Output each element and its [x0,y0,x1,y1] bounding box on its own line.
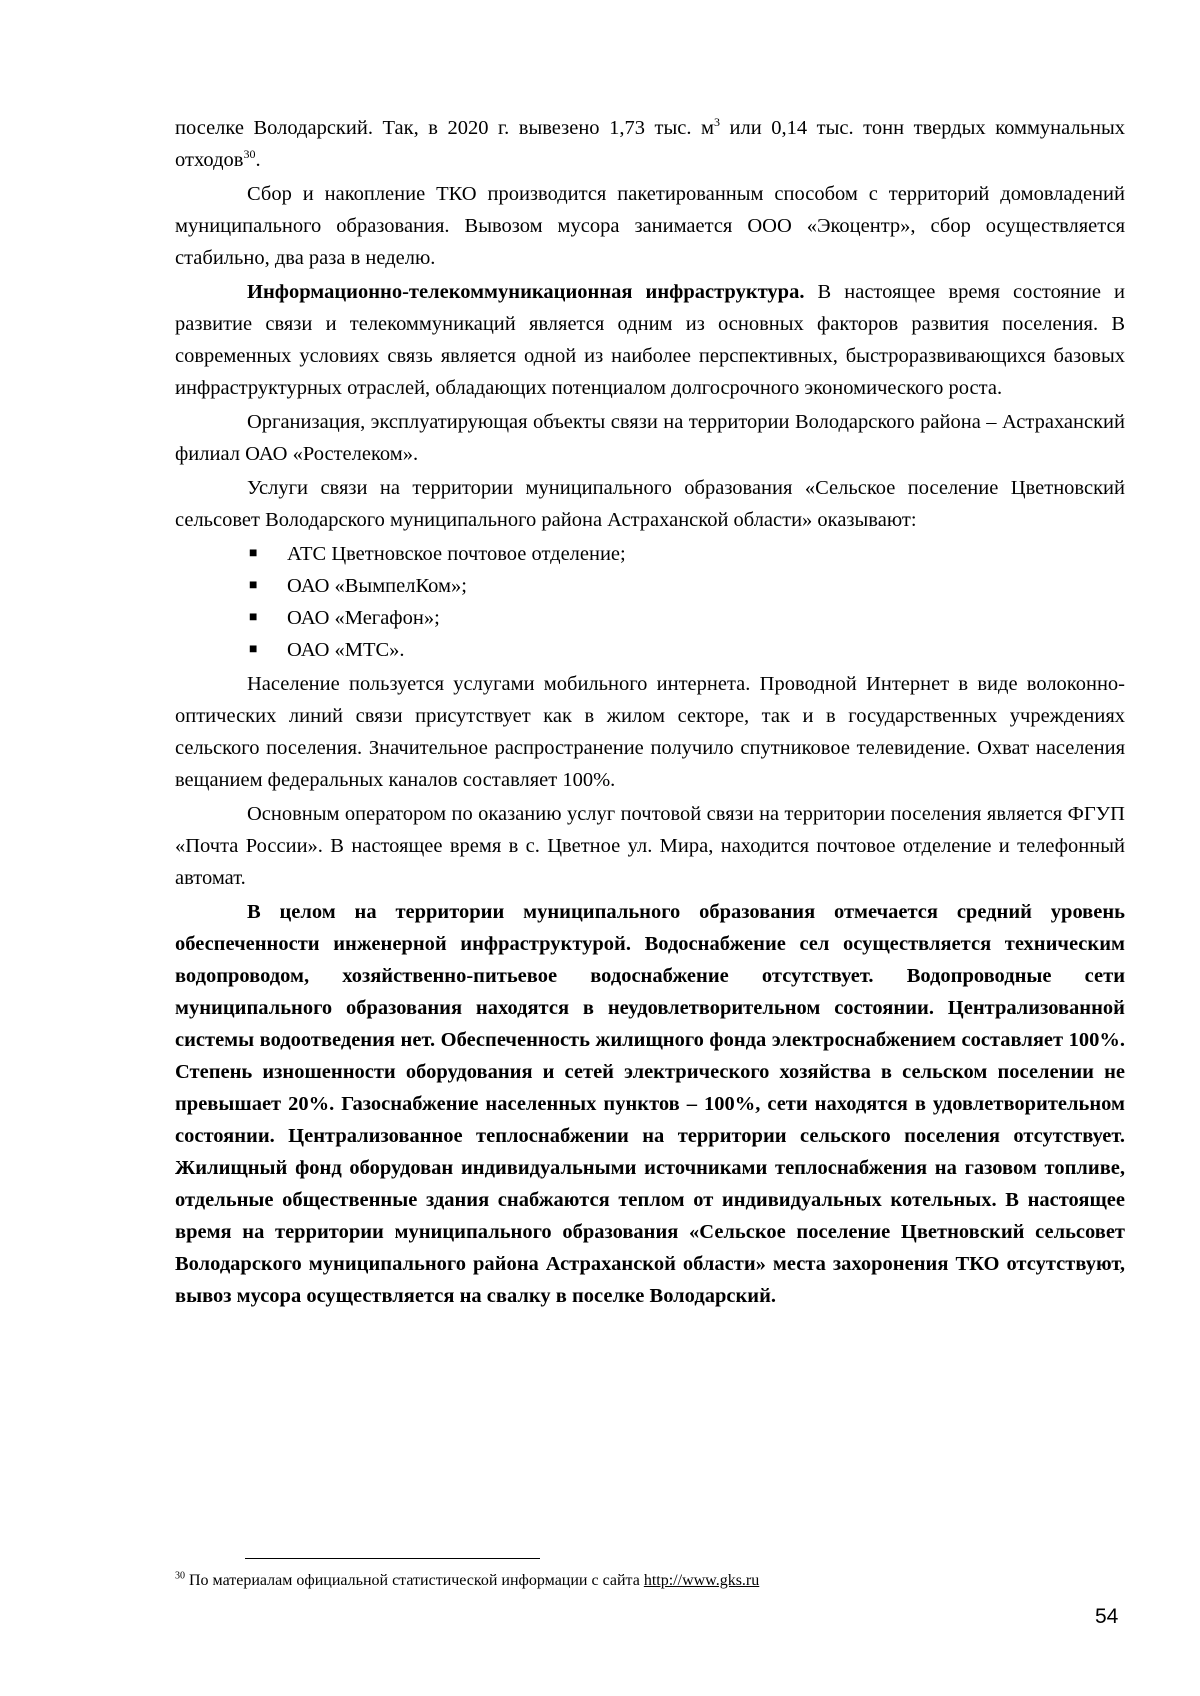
footnote-link[interactable]: http://www.gks.ru [643,1572,760,1589]
paragraph-services: Услуги связи на территории муниципального образования «Сельское поселение Цветновский сельсовет Володарского муниципального района Астраханской области» оказывают: [175,477,1125,531]
list-item: ■ ОАО «ВымпелКом»; [175,570,1125,602]
footnote-number: 30 [175,1570,185,1582]
section-heading-telecom: Информационно-телекоммуникационная инфраструктура. [247,281,805,303]
list-item: ■ АТС Цветновское почтовое отделение; [175,538,1125,570]
paragraph-operator: Организация, эксплуатирующая объекты связи на территории Володарского района – Астраханский филиал ОАО «Ростелеком». [175,411,1125,465]
bullet-icon: ■ [249,546,258,561]
paragraph-waste-volume: поселке Володарский. Так, в 2020 г. вывезено 1,73 тыс. $м^3$ или 0,14 тыс. тонн твердых коммунальных отходов$^{30}$. [175,115,1125,171]
list-item: ■ ОАО «МТС». [175,634,1125,666]
provider-list [175,538,1125,666]
footnote-reference[interactable]: 30 [243,147,256,162]
bullet-icon: ■ [249,578,258,593]
paragraph-postal: Основным оператором по оказанию услуг почтовой связи на территории поселения является ФГУП «Почта России». В настоящее время в с. Цветное ул. Мира, находится почтовое отделение и телефонный автомат. [175,803,1125,889]
bullet-icon: ■ [249,610,258,625]
document-body [175,112,1125,1314]
paragraph-waste-collection: Сбор и накопление ТКО производится пакетированным способом с территорий домовладений муниципального образования. Вывозом мусора занимается ООО «Экоцентр», сбор осуществляется стабильно, два раза в неделю. [175,183,1125,269]
cubic-superscript: 3 [714,115,720,130]
footnote-divider [245,1558,540,1559]
bullet-icon: ■ [249,642,258,657]
list-item: ■ ОАО «Мегафон»; [175,602,1125,634]
footnote [175,1570,759,1592]
page-number: 54 [1095,1605,1119,1628]
paragraph-summary: В целом на территории муниципального образования отмечается средний уровень обеспеченности инженерной инфраструктурой. Водоснабжение сел осуществляется техническим водопроводом, хозяйственно-питьевое водоснабжение отсутствует. Водопроводные сети муниципального образования находятся в неудовлетворительном состоянии. Централизованной системы водоотведения нет. Обеспеченность жилищного фонда электроснабжением составляет 100%. Степень изношенности оборудования и сетей электрического хозяйства в сельском поселении не превышает 20%. Газоснабжение населенных пунктов – 100%, сети находятся в удовлетворительном состоянии. Централизованное теплоснабжении на территории сельского поселения отсутствует. Жилищный фонд оборудован индивидуальными источниками теплоснабжения на газовом топливе, отдельные общественные здания снабжаются теплом от индивидуальных котельных. В настоящее время на территории муниципального образования «Сельское поселение Цветновский сельсовет Володарского муниципального района Астраханской области» места захоронения ТКО отсутствуют, вывоз мусора осуществляется на свалку в поселке Володарский. [175,901,1125,1307]
footnote-text: По материалам официальной статистической информации с сайта [185,1572,644,1589]
paragraph-telecom: Информационно-телекоммуникационная инфраструктура. В настоящее время состояние и развитие связи и телекоммуникаций является одним из основных факторов развития поселения. В современных условиях связь является одной из наиболее перспективных, быстроразвивающихся базовых инфраструктурных отраслей, обладающих потенциалом долгосрочного экономического роста. [175,281,1125,399]
paragraph-internet: Население пользуется услугами мобильного интернета. Проводной Интернет в виде волоконно-оптических линий связи присутствует как в жилом секторе, так и в государственных учреждениях сельского поселения. Значительное распространение получило спутниковое телевидение. Охват населения вещанием федеральных каналов составляет 100%. [175,673,1125,791]
